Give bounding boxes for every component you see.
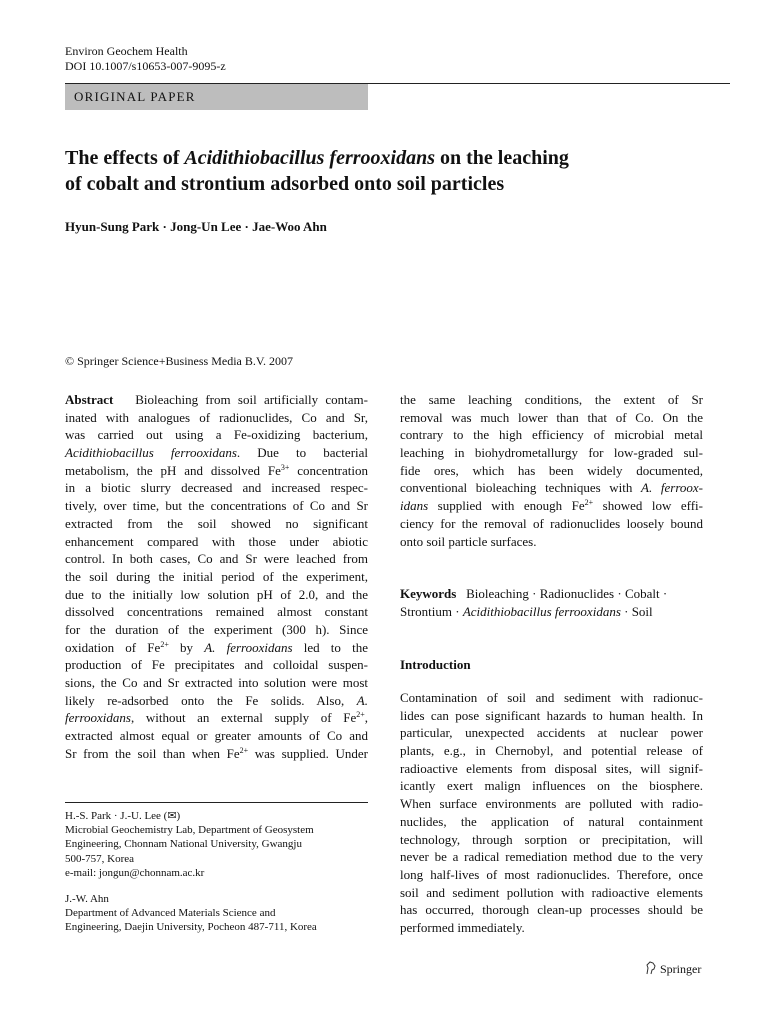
section-tag-label: ORIGINAL PAPER bbox=[74, 89, 196, 104]
affiliation-line: Engineering, Chonnam National University, Gwangju bbox=[65, 838, 302, 851]
intro-line: lides can pose significant hazards to human health. In bbox=[400, 707, 703, 723]
email[interactable]: e-mail: jongun@chonnam.ac.kr bbox=[65, 866, 205, 879]
paper-title bbox=[65, 145, 705, 197]
intro-line: nuclides, the application of natural containment bbox=[400, 813, 703, 829]
intro-line: long half-lives of most radionuclides. Therefore, once bbox=[400, 866, 703, 882]
springer-horse-icon bbox=[645, 961, 657, 975]
introduction-heading: Introduction bbox=[400, 657, 471, 672]
title-part2: on the leaching bbox=[435, 147, 569, 169]
title-italic: Acidithiobacillus ferrooxidans bbox=[184, 147, 435, 169]
author-list: Hyun-Sung Park · Jong-Un Lee · Jae-Woo Ahn bbox=[65, 219, 327, 234]
doi: DOI 10.1007/s10653-007-9095-z bbox=[65, 59, 226, 73]
intro-line: icantly exert malign influences on the biosphere. bbox=[400, 778, 703, 794]
abstract-line: due to the initially low solution pH of 2.0, and the bbox=[65, 586, 368, 602]
abstract-line: for the duration of the experiment (300 h). Since bbox=[65, 621, 368, 637]
abstract-line: removal was much lower than that of Co. On the bbox=[400, 409, 703, 425]
footnote-rule bbox=[65, 802, 368, 803]
abstract-heading: Abstract bbox=[65, 392, 114, 407]
abstract-line: tively, over time, but the concentrations of Co and Sr bbox=[65, 498, 368, 514]
abstract-line: ciency for the removal of radionuclides loosely bound bbox=[400, 515, 703, 531]
abstract-line: leaching in biohydrometallurgy for low-graded sul- bbox=[400, 445, 703, 461]
section-tag bbox=[65, 84, 368, 110]
abstract-line: extracted almost equal or greater amounts of Co and bbox=[65, 728, 368, 744]
abstract-line: Acidithiobacillus ferrooxidans. Due to bacterial bbox=[65, 445, 369, 461]
abstract-line: production of Fe precipitates and colloidal suspen- bbox=[65, 657, 368, 673]
abstract-line: idans supplied with enough $Fe^{2+}$ showed low effi- bbox=[400, 498, 703, 514]
intro-line: technology, through sorption or precipitation, will bbox=[400, 831, 703, 847]
intro-line: soil and sediment pollution with radioactive elements bbox=[400, 884, 703, 900]
keywords-line2a: Strontium · bbox=[400, 604, 463, 619]
publisher-logo bbox=[645, 961, 701, 977]
abstract-line: the soil during the initial period of the experiment, bbox=[65, 568, 368, 584]
abstract-line: extracted from the soil showed no significant bbox=[65, 515, 368, 531]
intro-line: Contamination of soil and sediment with radionuc- bbox=[400, 690, 703, 705]
intro-line: has occurred, thorough clean-up processes should be bbox=[400, 902, 703, 918]
journal-name: Environ Geochem Health bbox=[65, 44, 188, 58]
title-part1: The effects of bbox=[65, 147, 185, 169]
abstract-line: conventional bioleaching techniques with A. ferroox- bbox=[400, 480, 703, 496]
affiliation-2 bbox=[65, 892, 368, 935]
affiliation-1 bbox=[65, 809, 368, 880]
abstract-line: contrary to the high efficiency of microbial metal bbox=[400, 427, 703, 443]
abstract-line: sions, the Co and Sr extracted into solution were most bbox=[65, 675, 368, 690]
abstract-continued bbox=[400, 391, 703, 550]
abstract-line: enhancement compared with those under abiotic bbox=[65, 533, 368, 549]
intro-line: performed immediately. bbox=[400, 919, 525, 935]
affiliation-line: Microbial Geochemistry Lab, Department of Geosystem bbox=[65, 824, 314, 837]
keywords-heading: Keywords bbox=[400, 586, 457, 601]
abstract-line: was carried out using a Fe-oxidizing bacterium, bbox=[65, 427, 368, 443]
affiliation-line: 500-757, Korea bbox=[65, 852, 135, 865]
publisher-name: Springer bbox=[660, 962, 702, 976]
abstract-line: the same leaching conditions, the extent of Sr bbox=[400, 392, 703, 407]
abstract-line: likely re-adsorbed onto the Fe solids. Also, A. bbox=[65, 692, 368, 708]
abstract-line: ferrooxidans, without an external supply of $Fe^{2+}$, bbox=[65, 710, 368, 726]
abstract bbox=[65, 391, 368, 762]
abstract-line: inated with analogues of radionuclides, Co and Sr, bbox=[65, 409, 368, 425]
keywords-line2c: · Soil bbox=[620, 604, 653, 619]
abstract-line: fide ores, which has been widely documented, bbox=[400, 462, 703, 478]
keywords bbox=[400, 585, 703, 621]
intro-line: never be a radical remediation method due to the very bbox=[400, 849, 703, 865]
keywords-line2b: Acidithiobacillus ferrooxidans bbox=[462, 604, 621, 619]
intro-line: When surface environments are polluted with radio- bbox=[400, 796, 703, 812]
affiliation-authors: J.-W. Ahn bbox=[65, 893, 109, 905]
affiliation-line: Engineering, Daejin University, Pocheon 487-711, Korea bbox=[65, 921, 317, 934]
abstract-line: control. In both cases, Co and Sr were leached from bbox=[65, 551, 368, 567]
abstract-line: oxidation of $Fe^{2+}$ by A. ferrooxidans led to the bbox=[65, 639, 368, 655]
title-line2: of cobalt and strontium adsorbed onto soil particles bbox=[65, 173, 505, 195]
keywords-line1: Bioleaching · Radionuclides · Cobalt · bbox=[466, 586, 668, 601]
abstract-line: in a biotic slurry decreased and increased respec- bbox=[65, 480, 368, 496]
copyright: © Springer Science+Business Media B.V. 2007 bbox=[65, 354, 293, 368]
affiliation-line: Department of Advanced Materials Science and bbox=[65, 907, 276, 920]
intro-line: particular, unexpected accidents at nuclear power bbox=[400, 725, 703, 741]
affiliation-authors: H.-S. Park · J.-U. Lee (✉) bbox=[65, 810, 181, 822]
journal-header bbox=[65, 44, 226, 74]
abstract-line: dissolved concentrations remained almost constant bbox=[65, 604, 368, 620]
abstract-line: Sr from the soil than when $Fe^{2+}$ was supplied. Under bbox=[65, 745, 368, 761]
intro-line: plants, e.g., in Chernobyl, and potential release of bbox=[400, 743, 703, 759]
abstract-line: Abstract Bioleaching from soil artificially contam- bbox=[65, 392, 368, 407]
abstract-line: onto soil particle surfaces. bbox=[400, 533, 537, 549]
abstract-line: metabolism, the pH and dissolved $Fe^{3+}$ concentration bbox=[65, 462, 368, 478]
introduction-body bbox=[400, 689, 703, 937]
intro-line: radioactive elements from disposal sites, will signif- bbox=[400, 760, 703, 776]
